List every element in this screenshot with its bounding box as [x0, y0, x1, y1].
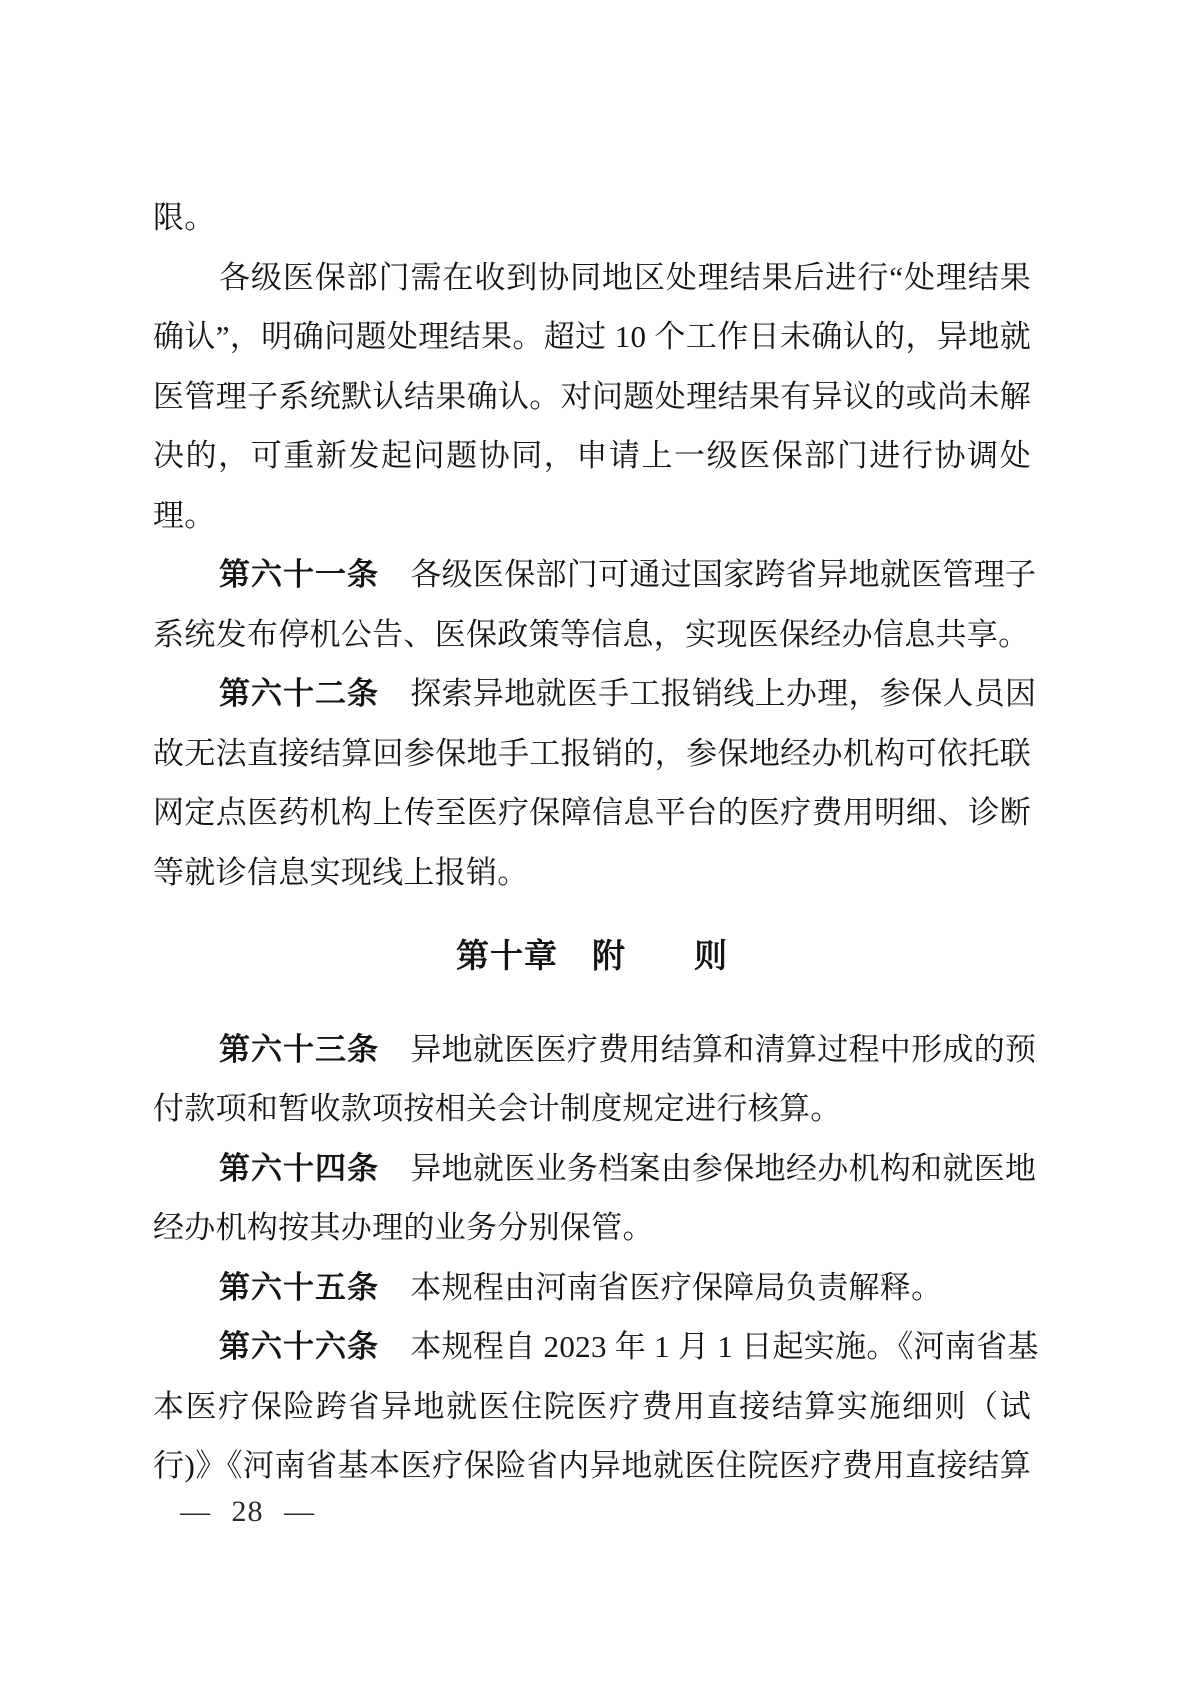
article-text: 本规程自 2023 年 1 月 1 日起实施。《河南省基	[379, 1329, 1039, 1364]
text-line: 本医疗保险跨省异地就医住院医疗费用直接结算实施细则（试	[153, 1388, 1031, 1424]
text-line-article-64	[153, 1139, 1037, 1199]
text-line-article-63	[153, 1020, 1037, 1080]
article-text: 探索异地就医手工报销线上办理，参保人员因	[379, 676, 1037, 711]
text-line: 限。	[153, 200, 216, 235]
page-number: — 28 —	[180, 1495, 315, 1528]
text-line-article-65	[153, 1258, 1031, 1318]
text-line: 故无法直接结算回参保地手工报销的，参保地经办机构可依托联	[153, 735, 1031, 771]
text-line: 等就诊信息实现线上报销。	[153, 854, 529, 890]
text-line: 付款项和暂收款项按相关会计制度规定进行核算。	[153, 1091, 842, 1126]
article-text: 本规程由河南省医疗保障局负责解释。	[379, 1269, 943, 1305]
text-line: 理。	[153, 497, 216, 533]
document-body	[153, 188, 1039, 1496]
text-line-article-62	[153, 664, 1037, 724]
article-number: 第六十四条	[219, 1150, 379, 1186]
article-text: 异地就医医疗费用结算和清算过程中形成的预	[379, 1031, 1037, 1067]
article-number: 第六十三条	[219, 1031, 379, 1067]
article-number: 第六十六条	[219, 1329, 379, 1364]
text-line: 决的，可重新发起问题协同，申请上一级医保部门进行协调处	[153, 438, 1031, 473]
article-number: 第六十五条	[219, 1269, 379, 1305]
text-line: 网定点医药机构上传至医疗保障信息平台的医疗费用明细、诊断	[153, 795, 1031, 830]
text-line: 确认”，明确问题处理结果。超过 10 个工作日未确认的，异地就	[153, 319, 1031, 354]
text-line-article-66	[153, 1317, 1039, 1377]
article-text: 异地就医业务档案由参保地经办机构和就医地	[379, 1150, 1037, 1186]
chapter-heading: 第十章 附 则	[456, 937, 728, 974]
article-number: 第六十二条	[219, 676, 379, 711]
text-line: 经办机构按其办理的业务分别保管。	[153, 1210, 654, 1245]
article-number: 第六十一条	[219, 557, 379, 592]
text-line: 医管理子系统默认结果确认。对问题处理结果有异议的或尚未解	[153, 378, 1031, 414]
text-line: 各级医保部门需在收到协同地区处理结果后进行“处理结果	[219, 259, 1031, 295]
text-line: 系统发布停机公告、医保政策等信息，实现医保经办信息共享。	[153, 616, 1030, 652]
text-line: 行)》《河南省基本医疗保险省内异地就医住院医疗费用直接结算	[153, 1448, 1031, 1483]
article-text: 各级医保部门可通过国家跨省异地就医管理子	[379, 557, 1037, 592]
text-line-article-61	[153, 545, 1037, 605]
